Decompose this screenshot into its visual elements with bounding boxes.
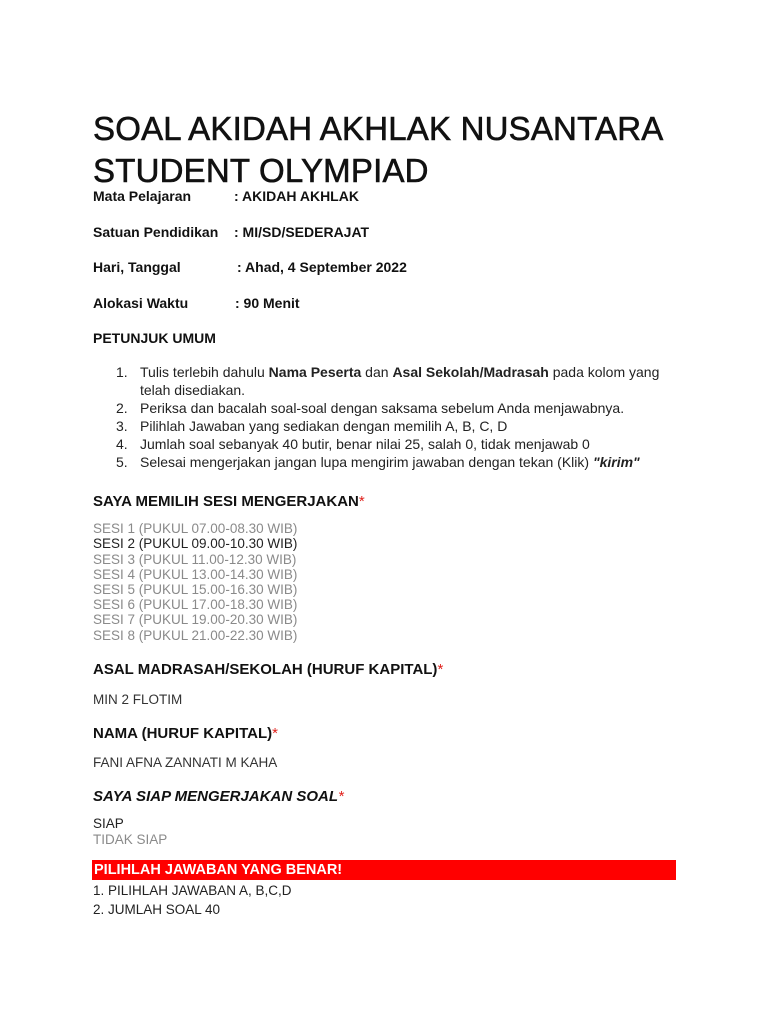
required-mark: * — [437, 661, 444, 678]
jawaban-line-1: 1. PILIHLAH JAWABAN A, B,C,D — [93, 883, 292, 898]
siap-option-selected[interactable]: SIAP — [93, 816, 124, 831]
meta-value: : 90 Menit — [235, 295, 300, 311]
title-line-2: STUDENT OLYMPIAD — [93, 152, 429, 189]
list-text: Selesai mengerjakan jangan lupa mengirim jawaban dengan tekan (Klik) — [140, 454, 593, 470]
list-item — [93, 399, 683, 417]
sesi-option-7[interactable]: SESI 7 (PUKUL 19.00-20.30 WIB) — [93, 612, 298, 627]
jawaban-banner: PILIHLAH JAWABAN YANG BENAR! — [92, 860, 676, 880]
list-text-bold: Nama Peserta — [268, 364, 362, 380]
meta-value: : Ahad, 4 September 2022 — [237, 259, 407, 275]
list-item — [93, 453, 683, 471]
question-label: SAYA MEMILIH SESI MENGERJAKAN — [93, 493, 359, 510]
list-text-bold: Asal Sekolah/Madrasah — [392, 364, 549, 380]
list-text: dan — [361, 364, 393, 380]
siap-option-tidak[interactable]: TIDAK SIAP — [93, 832, 168, 847]
list-text: pada kolom yang telah disediakan. — [140, 364, 660, 398]
list-number: 2. — [116, 400, 128, 416]
sesi-option-5[interactable]: SESI 5 (PUKUL 15.00-16.30 WIB) — [93, 582, 298, 597]
list-number: 5. — [116, 454, 128, 470]
asal-answer[interactable]: MIN 2 FLOTIM — [93, 692, 183, 707]
question-asal-title — [93, 660, 443, 679]
list-item — [93, 435, 683, 453]
list-text-bold-italic: "kirim" — [592, 454, 640, 470]
question-label: SAYA SIAP MENGERJAKAN SOAL — [93, 788, 339, 805]
nama-answer[interactable]: FANI AFNA ZANNATI M KAHA — [93, 755, 278, 770]
meta-label: Mata Pelajaran — [93, 188, 192, 204]
required-mark: * — [358, 493, 365, 510]
page-title — [93, 108, 713, 192]
list-text: Tulis terlebih dahulu — [140, 364, 269, 380]
sesi-option-8[interactable]: SESI 8 (PUKUL 21.00-22.30 WIB) — [93, 628, 298, 643]
sesi-option-4[interactable]: SESI 4 (PUKUL 13.00-14.30 WIB) — [93, 567, 298, 582]
question-sesi-title — [93, 492, 365, 511]
required-mark: * — [272, 725, 278, 742]
list-text: Pilihlah Jawaban yang sediakan dengan memilih A, B, C, D — [140, 418, 508, 434]
meta-value: : AKIDAH AKHLAK — [234, 188, 359, 204]
required-mark: * — [338, 788, 344, 805]
meta-value: : MI/SD/SEDERAJAT — [234, 224, 370, 240]
list-number: 3. — [116, 418, 128, 434]
sesi-option-3[interactable]: SESI 3 (PUKUL 11.00-12.30 WIB) — [93, 552, 297, 567]
sesi-option-1[interactable]: SESI 1 (PUKUL 07.00-08.30 WIB) — [93, 521, 298, 536]
question-label: NAMA (HURUF KAPITAL) — [93, 725, 273, 742]
meta-label: Satuan Pendidikan — [93, 224, 219, 240]
list-number: 4. — [116, 436, 128, 452]
meta-label: Hari, Tanggal — [93, 259, 181, 275]
question-siap-title — [93, 787, 344, 806]
list-text: Jumlah soal sebanyak 40 butir, benar nilai 25, salah 0, tidak menjawab 0 — [140, 436, 590, 452]
question-label: ASAL MADRASAH/SEKOLAH (HURUF KAPITAL) — [93, 661, 438, 678]
petunjuk-list — [93, 363, 683, 471]
list-number: 1. — [116, 364, 128, 380]
list-item — [93, 363, 683, 399]
question-nama-title — [93, 724, 278, 743]
petunjuk-heading: PETUNJUK UMUM — [93, 330, 216, 346]
sesi-option-6[interactable]: SESI 6 (PUKUL 17.00-18.30 WIB) — [93, 597, 298, 612]
meta-label: Alokasi Waktu — [93, 295, 189, 311]
sesi-option-2-selected[interactable]: SESI 2 (PUKUL 09.00-10.30 WIB) — [93, 536, 298, 551]
jawaban-line-2: 2. JUMLAH SOAL 40 — [93, 902, 221, 917]
title-line-1: SOAL AKIDAH AKHLAK NUSANTARA — [93, 110, 664, 147]
list-item — [93, 417, 683, 435]
list-text: Periksa dan bacalah soal-soal dengan saksama sebelum Anda menjawabnya. — [140, 400, 625, 416]
